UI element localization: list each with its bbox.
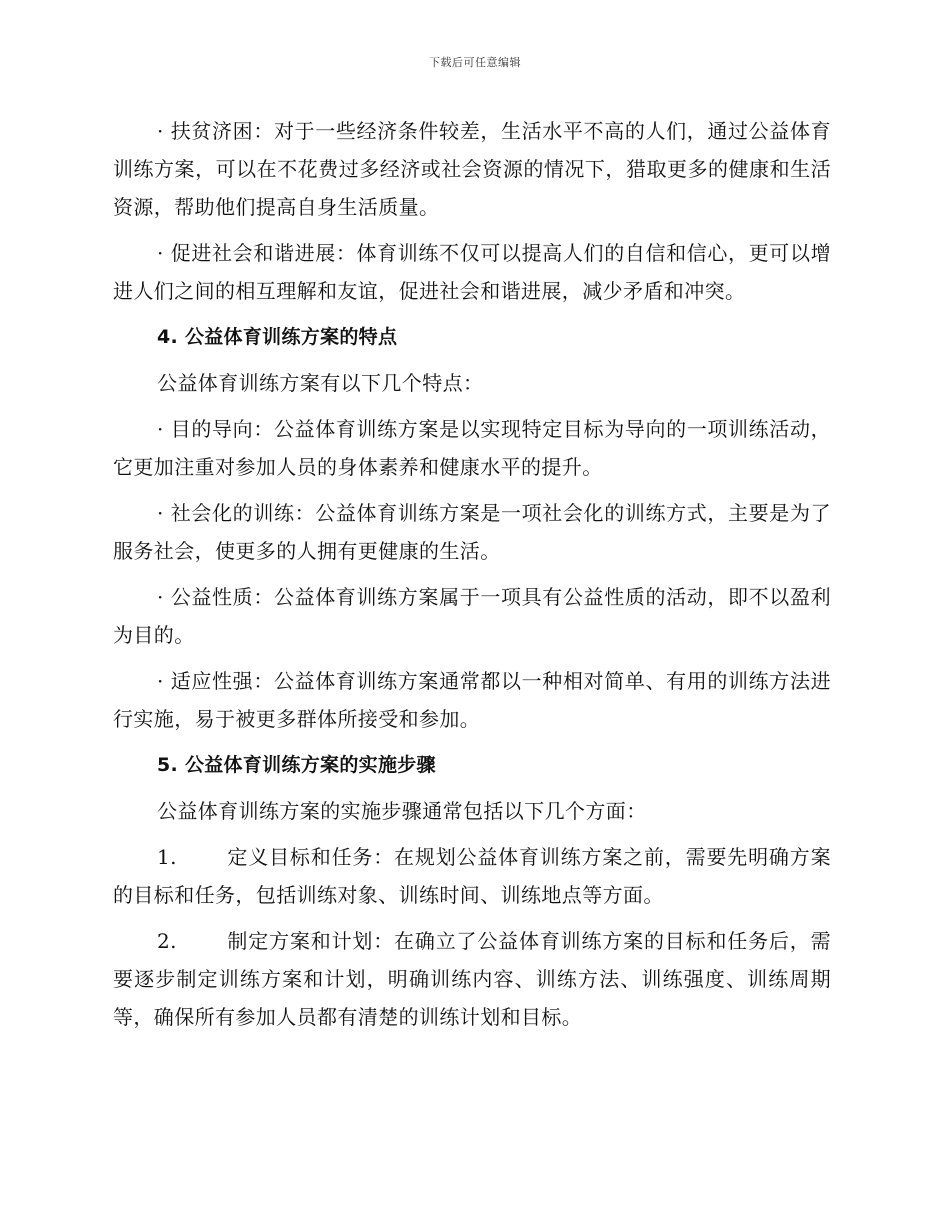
list-item-number: 1. [157,845,177,869]
list-item [113,838,831,914]
paragraph-poverty-relief: · 扶贫济困：对于一些经济条件较差，生活水平不高的人们，通过公益体育训练方案，可以在不花费过多经济或社会资源的情况下，猎取更多的健康和生活资源，帮助他们提高自身生活质量。 [113,119,831,219]
list-item [113,922,831,1036]
list-item-text: 定义目标和任务：在规划公益体育训练方案之前，需要先明确方案的目标和任务，包括训练对象、训练时间、训练地点等方面。 [113,845,831,907]
list-item-text: 制定方案和计划：在确立了公益体育训练方案的目标和任务后，需要逐步制定训练方案和计划，明确训练内容、训练方法、训练强度、训练周期等，确保所有参加人员都有清楚的训练计划和目标。 [113,929,831,1029]
page-header: 下载后可任意编辑 [429,56,521,69]
list-item-number: 2. [157,929,177,953]
paragraph-steps-intro: 公益体育训练方案的实施步骤通常包括以下几个方面： [157,799,647,823]
paragraph-socialized-training: · 社会化的训练：公益体育训练方案是一项社会化的训练方式，主要是为了服务社会，使更多的人拥有更健康的生活。 [113,501,831,563]
section-heading-4: 4. 公益体育训练方案的特点 [157,326,398,348]
paragraph-features-intro: 公益体育训练方案有以下几个特点： [157,371,484,395]
section-heading-5: 5. 公益体育训练方案的实施步骤 [157,754,436,776]
paragraph-adaptability: · 适应性强：公益体育训练方案通常都以一种相对简单、有用的训练方法进行实施，易于被更多群体所接受和参加。 [113,669,831,731]
paragraph-goal-oriented: · 目的导向：公益体育训练方案是以实现特定目标为导向的一项训练活动，它更加注重对参加人员的身体素养和健康水平的提升。 [113,417,831,479]
paragraph-social-harmony: · 促进社会和谐进展：体育训练不仅可以提高人们的自信和信心，更可以增进人们之间的相互理解和友谊，促进社会和谐进展，减少矛盾和冲突。 [113,241,831,303]
document-body [113,112,831,1044]
paragraph-public-welfare: · 公益性质：公益体育训练方案属于一项具有公益性质的活动，即不以盈利为目的。 [113,585,831,647]
